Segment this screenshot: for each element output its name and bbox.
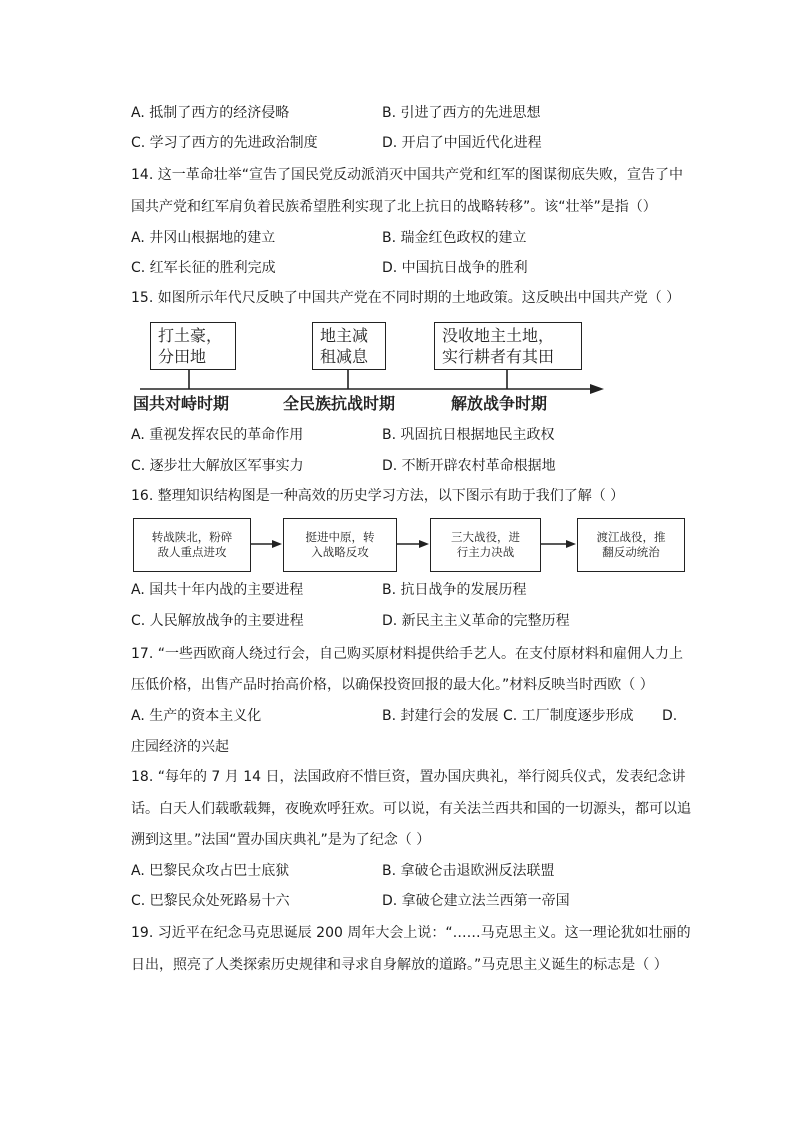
timeline-arrow-icon	[590, 384, 604, 394]
flow-box-2	[283, 518, 397, 572]
q15-option-d[interactable]: D. 不断开辟农村革命根据地	[382, 458, 556, 474]
timeline-period-3: 解放战争时期	[451, 394, 548, 413]
timeline-box-3	[434, 322, 582, 370]
q16-stem-line1: 16. 整理知识结构图是一种高效的历史学习方法，以下图示有助于我们了解（ ）	[131, 488, 625, 504]
timeline-box-2-line2: 租减息	[320, 347, 369, 366]
q14-option-b[interactable]: B. 瑞金红色政权的建立	[382, 230, 527, 246]
flow-box-3	[430, 518, 541, 572]
flow-box-2-line1: 挺进中原，转	[305, 530, 375, 544]
timeline-box-3-line2: 实行耕者有其田	[442, 347, 555, 366]
q15-option-c[interactable]: C. 逐步壮大解放区军事实力	[131, 458, 304, 474]
q16-option-b[interactable]: B. 抗日战争的发展历程	[382, 582, 527, 598]
q16-option-c[interactable]: C. 人民解放战争的主要进程	[131, 613, 304, 629]
flow-arrow-2-icon	[419, 540, 429, 548]
q14-option-c[interactable]: C. 红军长征的胜利完成	[131, 260, 276, 276]
flow-arrow-3-icon	[566, 540, 576, 548]
q13-option-b[interactable]: B. 引进了西方的先进思想	[382, 105, 541, 121]
q14-stem-line1: 14. 这一革命壮举“宣告了国民党反动派消灭中国共产党和红军的图谋彻底失败，宣告了中	[131, 167, 683, 183]
q16-option-d[interactable]: D. 新民主主义革命的完整历程	[382, 613, 570, 629]
flow-box-1-line2: 敌人重点进攻	[157, 545, 227, 559]
q16-option-a[interactable]: A. 国共十年内战的主要进程	[131, 582, 304, 598]
flow-box-2-line2: 入战略反攻	[311, 545, 369, 559]
q15-option-a[interactable]: A. 重视发挥农民的革命作用	[131, 427, 304, 443]
q13-option-d[interactable]: D. 开启了中国近代化进程	[382, 135, 542, 151]
timeline-box-3-line1: 没收地主土地，	[442, 326, 555, 345]
flow-box-1-line1: 转战陕北，粉碎	[151, 530, 233, 544]
flow-box-1	[133, 518, 251, 572]
q15-option-b[interactable]: B. 巩固抗日根据地民主政权	[382, 427, 555, 443]
flow-box-3-line2: 行主力决战	[456, 545, 515, 559]
q13-option-c[interactable]: C. 学习了西方的先进政治制度	[131, 135, 318, 151]
timeline-box-1-line1: 打土豪，	[158, 326, 223, 345]
q14-stem-line2: 国共产党和红军肩负着民族希望胜利实现了北上抗日的战略转移”。该“壮举”是指（）	[131, 199, 657, 215]
q14-option-a[interactable]: A. 井冈山根据地的建立	[131, 230, 276, 246]
q18-option-d[interactable]: D. 拿破仑建立法兰西第一帝国	[382, 893, 570, 909]
flow-box-4-line1: 渡江战役，推	[596, 530, 666, 544]
timeline-box-2-line1: 地主减	[320, 326, 369, 345]
flow-box-3-line1: 三大战役，进	[451, 530, 520, 544]
q17-option-a[interactable]: A. 生产的资本主义化	[131, 708, 262, 724]
flow-arrow-1-icon	[272, 540, 282, 548]
q18-stem-line2: 话。白天人们载歌载舞，夜晚欢呼狂欢。可以说，有关法兰西共和国的一切源头，都可以追	[131, 801, 691, 817]
q17-option-bc[interactable]: B. 封建行会的发展 C. 工厂制度逐步形成	[382, 708, 634, 724]
q15-stem-line1: 15. 如图所示年代尺反映了中国共产党在不同时期的土地政策。这反映出中国共产党（ ）	[131, 290, 681, 306]
timeline-period-2: 全民族抗战时期	[283, 394, 396, 413]
q19-stem-line1: 19. 习近平在纪念马克思诞辰 200 周年大会上说：“……马克思主义。这一理论犹如壮丽的	[131, 925, 691, 941]
timeline-box-1	[150, 322, 236, 370]
q17-option-d-continued[interactable]: 庄园经济的兴起	[131, 739, 229, 755]
flow-box-4	[577, 518, 685, 572]
timeline-period-1: 国共对峙时期	[133, 394, 230, 413]
q19-stem-line2: 日出，照亮了人类探索历史规律和寻求自身解放的道路。”马克思主义诞生的标志是（ ）	[131, 957, 668, 973]
q18-stem-line1: 18. “每年的 7 月 14 日，法国政府不惜巨资，置办国庆典礼，举行阅兵仪式，发表纪念讲	[131, 769, 686, 785]
q18-option-a[interactable]: A. 巴黎民众攻占巴士底狱	[131, 863, 290, 879]
q14-option-d[interactable]: D. 中国抗日战争的胜利	[382, 260, 528, 276]
timeline-box-2	[312, 322, 386, 370]
q17-stem-line2: 压低价格，出售产品时抬高价格，以确保投资回报的最大化。”材料反映当时西欧（ ）	[131, 677, 654, 693]
flow-box-4-line2: 翻反动统治	[602, 545, 660, 559]
q17-option-d[interactable]: D.	[662, 708, 678, 724]
q13-option-a[interactable]: A. 抵制了西方的经济侵略	[131, 105, 290, 121]
q17-stem-line1: 17. “一些西欧商人绕过行会，自己购买原材料提供给手艺人。在支付原材料和雇佣人力上	[131, 646, 683, 662]
q18-option-b[interactable]: B. 拿破仑击退欧洲反法联盟	[382, 863, 555, 879]
timeline-box-1-line2: 分田地	[158, 347, 207, 366]
q18-option-c[interactable]: C. 巴黎民众处死路易十六	[131, 893, 290, 909]
q18-stem-line3: 溯到这里。”法国“置办国庆典礼”是为了纪念（ ）	[131, 832, 431, 848]
